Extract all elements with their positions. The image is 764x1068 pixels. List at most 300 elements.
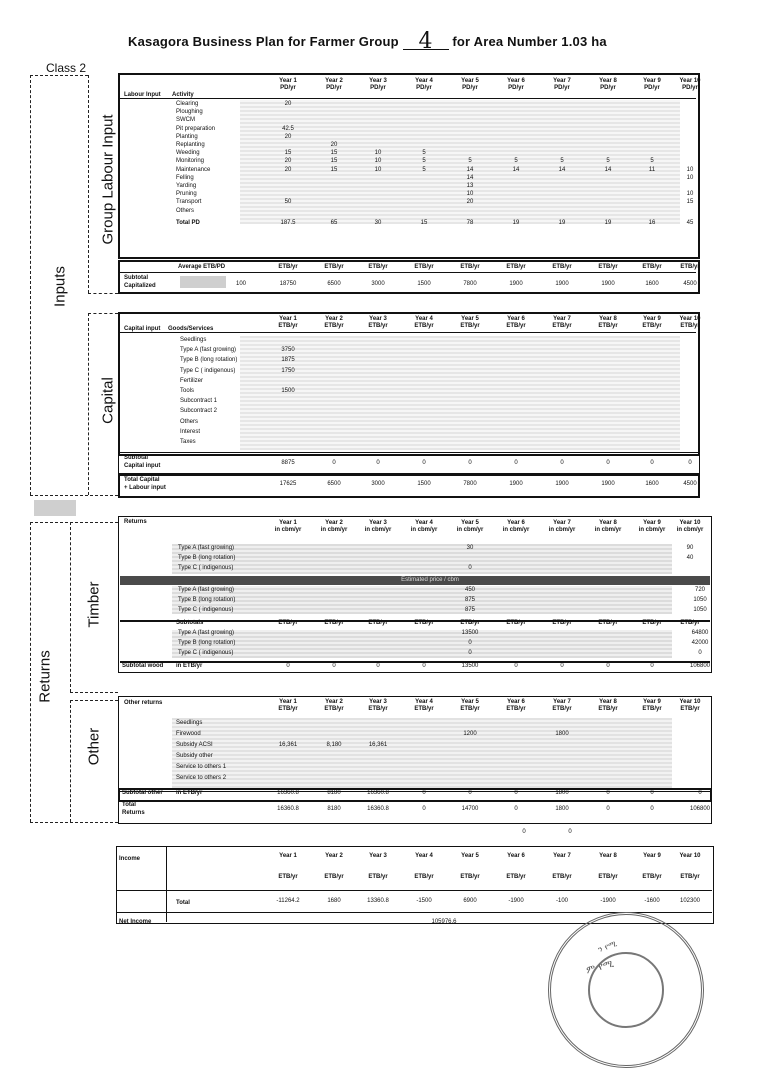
unit-header: in cbm/yr	[638, 527, 666, 533]
unit-header: in cbm/yr	[364, 527, 392, 533]
total-pd-value: 19	[558, 219, 566, 226]
unit-header: ETB/yr	[598, 874, 618, 880]
income-value: 13360.8	[367, 898, 389, 904]
cell-value: 8,180	[326, 742, 342, 748]
income-label: Income	[119, 856, 141, 862]
cell-value: 14	[512, 166, 520, 173]
bracket-line	[30, 522, 118, 523]
redacted-block	[34, 500, 76, 516]
total-returns-value: 0	[606, 806, 610, 812]
timber-type-label: Type C ( indigenous)	[178, 565, 234, 571]
subtotal-wood-value: 13500	[461, 663, 479, 669]
price-value: 1050	[693, 597, 707, 603]
cell-value: 15	[686, 199, 694, 206]
capital-table-frame	[118, 312, 700, 456]
timber-type-label: Type A (fast growing)	[178, 545, 235, 551]
activity-label: Weeding	[176, 150, 200, 157]
year-header: Year 6	[507, 520, 525, 526]
unit-header: in cbm/yr	[410, 527, 438, 533]
timber-label: Timber	[85, 581, 103, 628]
year-header: Year 6	[507, 699, 525, 705]
total-returns-value: 8180	[327, 806, 341, 812]
unit-header: ETB/yr	[414, 323, 434, 329]
unit-header: PD/yr	[370, 85, 386, 91]
activity-label: Transport	[176, 199, 202, 206]
labour-section-label: Labour Input	[124, 92, 161, 98]
income-value: 1680	[327, 898, 341, 904]
unit-header: in cbm/yr	[320, 527, 348, 533]
shaded-area	[172, 544, 672, 574]
etb-unit-header: ETB/yr	[680, 264, 700, 270]
subtotal-value: 3000	[371, 281, 385, 287]
year-header: Year 2	[325, 699, 343, 705]
activity-label: Others	[176, 207, 195, 214]
subtotal-wood-value: 0	[560, 663, 564, 669]
other-label: Service to others 2	[176, 775, 227, 781]
activity-label: Maintenance	[176, 166, 211, 173]
unit-header: ETB/yr	[598, 323, 618, 329]
unit-header: PD/yr	[682, 85, 698, 91]
income-value: 6900	[463, 898, 477, 904]
year-header: Year 7	[553, 520, 571, 526]
year-header: Year 8	[599, 78, 617, 84]
unit-header: PD/yr	[416, 85, 432, 91]
returns-section-label: Returns	[124, 519, 147, 525]
group-number: 4	[403, 35, 449, 50]
activity-label: Planting	[176, 133, 198, 140]
cell-value: 14	[604, 166, 612, 173]
capital-section-label: Capital input	[124, 326, 161, 332]
etb-unit-header: ETB/yr	[506, 264, 526, 270]
cap-total-value: 1600	[645, 481, 659, 487]
total-returns-value: 0	[422, 806, 426, 812]
unit-header: ETB/yr	[642, 323, 662, 329]
income-total-label: Total	[176, 900, 190, 906]
bracket-line	[88, 313, 118, 314]
etb-unit-header: ETB/yr	[552, 620, 572, 626]
year-header: Year 3	[369, 520, 387, 526]
unit-header: ETB/yr	[642, 874, 662, 880]
cell-value: 0	[468, 650, 472, 656]
cell-value: 5	[560, 158, 564, 165]
activity-label: Replanting	[176, 142, 205, 148]
shaded-area	[172, 586, 672, 614]
unit-header: PD/yr	[326, 85, 342, 91]
cell-value: 50	[284, 199, 292, 206]
cell-value: 10	[374, 150, 382, 157]
bracket-line	[88, 75, 89, 293]
unit-header: PD/yr	[644, 85, 660, 91]
subtotal-value: 1900	[601, 281, 615, 287]
etb-unit-header: ETB/yr	[460, 264, 480, 270]
capital-subtotal-frame	[118, 452, 700, 474]
goods-label: Subcontract 2	[180, 408, 218, 415]
cell-value: 14	[466, 174, 474, 181]
subtotal-wood-label: Subtotal wood	[122, 663, 164, 669]
activity-label: Yarding	[176, 183, 197, 189]
other-label: Subsidy other	[176, 753, 213, 759]
total-pd-value: 19	[604, 219, 612, 226]
unit-header: in cbm/yr	[456, 527, 484, 533]
price-value: 720	[694, 587, 706, 593]
year-header: Year 9	[643, 520, 661, 526]
other-label: Service to others 1	[176, 764, 227, 770]
other-label: Subsidy ACSI	[176, 742, 213, 748]
goods-label: Tools	[180, 388, 195, 394]
cell-value: 15	[330, 158, 338, 165]
cell-value: 10	[686, 191, 694, 198]
year-header: Year 7	[553, 316, 571, 322]
etb-unit-header: ETB/yr	[598, 620, 618, 626]
unit-header: ETB/yr	[460, 874, 480, 880]
income-value: 102300	[679, 898, 701, 904]
year-header: Year 8	[599, 520, 617, 526]
other-subtotal-unit: in ETB/yr	[176, 790, 203, 796]
unit-header: ETB/yr	[598, 706, 618, 712]
year-header: Year 2	[325, 853, 343, 859]
income-value: -11264.2	[276, 898, 300, 904]
cap-subtotal-value: 0	[688, 460, 692, 466]
cell-value: 0	[468, 640, 472, 646]
cell-value: 20	[284, 133, 292, 140]
subtotal-wood-value: 0	[286, 663, 290, 669]
cell-value: 3750	[281, 347, 295, 354]
bracket-line	[70, 692, 118, 693]
cell-value: 10	[374, 158, 382, 165]
subtotals-label: Subtotals	[176, 620, 204, 626]
subtotal-wood-value: 0	[376, 663, 380, 669]
unit-header: ETB/yr	[680, 706, 700, 712]
cell-value: 20	[330, 142, 338, 148]
cell-value: 15	[330, 150, 338, 157]
etb-unit-header: ETB/yr	[368, 264, 388, 270]
subtotal-value: 18750	[279, 281, 297, 287]
goods-label: Fertilizer	[180, 377, 204, 384]
cell-value: 1500	[281, 388, 295, 394]
subtotal-value: 1900	[555, 281, 569, 287]
etb-unit-header: ETB/yr	[642, 620, 662, 626]
cap-subtotal-value: 0	[560, 460, 564, 466]
total-returns-value: 0	[514, 806, 518, 812]
activity-label: Felling	[176, 174, 194, 181]
cell-value: 5	[422, 166, 426, 173]
other-subtotal-value: 0	[698, 790, 702, 796]
bracket-line	[70, 700, 118, 701]
capital-label: Capital	[99, 377, 117, 424]
other-subtotal-value: 0	[650, 790, 654, 796]
total-pd-value: 15	[420, 219, 428, 226]
other-subtotal-value: 0	[422, 790, 426, 796]
timber-type-label: Type A (fast growing)	[178, 587, 235, 593]
year-header: Year 1	[279, 316, 297, 322]
price-value: 875	[464, 597, 476, 603]
other-label: Seedlings	[176, 720, 203, 726]
cap-total-value: 1500	[417, 481, 431, 487]
year-header: Year 3	[369, 316, 387, 322]
year-header: Year 3	[369, 78, 387, 84]
cap-total-value: 17625	[279, 481, 297, 487]
income-value: -1900	[508, 898, 524, 904]
cap-subtotal-value: 0	[514, 460, 518, 466]
bracket-line	[88, 313, 89, 495]
avg-etb-header: Average ETB/PD	[178, 264, 226, 270]
income-value: -1500	[416, 898, 432, 904]
unit-header: ETB/yr	[368, 706, 388, 712]
cell-value: 1200	[463, 731, 477, 737]
total-pd-value: 16	[648, 219, 656, 226]
cell-value: 30	[466, 545, 474, 551]
unit-header: ETB/yr	[278, 706, 298, 712]
year-header: Year 10	[679, 520, 701, 526]
year-header: Year 4	[415, 699, 433, 705]
year-header: Year 1	[279, 520, 297, 526]
year-header: Year 6	[507, 78, 525, 84]
cap-total-value: 3000	[371, 481, 385, 487]
year-header: Year 10	[679, 316, 701, 322]
etb-unit-header: ETB/yr	[278, 264, 298, 270]
cell-value: 15	[284, 150, 292, 157]
other-subtotal-value: 0	[606, 790, 610, 796]
other-label: Other	[85, 727, 103, 766]
other-subtotal-value: 16360.8	[277, 790, 299, 796]
etb-unit-header: ETB/yr	[368, 620, 388, 626]
subtotal-wood-unit: in ETB/yr	[176, 663, 203, 669]
activity-label: Pruning	[176, 191, 197, 198]
bracket-line	[30, 522, 31, 822]
goods-label: Interest	[180, 428, 201, 435]
goods-header: Goods/Services	[168, 326, 214, 332]
year-header: Year 4	[415, 78, 433, 84]
goods-label: Subcontract 1	[180, 398, 218, 405]
unit-header: ETB/yr	[414, 874, 434, 880]
etb-unit-header: ETB/yr	[680, 620, 700, 626]
bracket-line	[70, 700, 71, 822]
total-returns-value: 14700	[461, 806, 479, 812]
shaded-area	[172, 630, 672, 658]
extra-zero: 0	[522, 829, 526, 835]
capitalized-label: Capitalized	[124, 283, 156, 289]
unit-header: ETB/yr	[506, 706, 526, 712]
year-header: Year 6	[507, 316, 525, 322]
cell-value: 16,361	[368, 742, 388, 748]
etb-unit-header: ETB/yr	[414, 620, 434, 626]
total-returns-label2: Returns	[122, 810, 145, 816]
cap-subtotal-label: Subtotal	[124, 455, 148, 461]
returns-label: Returns	[36, 650, 54, 703]
avg-value: 100	[235, 281, 246, 287]
total-returns-frame	[118, 800, 712, 824]
unit-header: ETB/yr	[506, 874, 526, 880]
unit-header: ETB/yr	[680, 323, 700, 329]
other-section-label: Other returns	[124, 700, 163, 706]
cell-value: 1800	[555, 731, 569, 737]
total-pd-label: Total PD	[176, 219, 200, 226]
unit-header: ETB/yr	[460, 323, 480, 329]
year-header: Year 2	[325, 78, 343, 84]
cap-subtotal-value: 8875	[281, 460, 295, 466]
unit-header: PD/yr	[280, 85, 296, 91]
cell-value: 20	[284, 158, 292, 165]
year-header: Year 7	[553, 853, 571, 859]
unit-header: ETB/yr	[414, 706, 434, 712]
unit-header: in cbm/yr	[548, 527, 576, 533]
bracket-line	[30, 75, 88, 76]
income-value: -100	[555, 898, 569, 904]
subtotal-wood-value: 0	[606, 663, 610, 669]
inputs-label: Inputs	[51, 266, 69, 307]
cap-total-label: Total Capital	[124, 477, 160, 483]
subtotal-value: 1900	[509, 281, 523, 287]
cap-total-value: 1900	[601, 481, 615, 487]
unit-header: ETB/yr	[368, 323, 388, 329]
unit-header: in cbm/yr	[676, 527, 704, 533]
subtotal-label: Subtotal	[124, 275, 148, 281]
cell-value: 5	[514, 158, 518, 165]
year-header: Year 8	[599, 316, 617, 322]
cell-value: 42.5	[282, 125, 294, 132]
other-label: Firewood	[176, 731, 201, 737]
cell-value: 5	[468, 158, 472, 165]
price-value: 875	[464, 607, 476, 613]
group-labour-label: Group Labour Input	[99, 114, 117, 245]
cell-value: 5	[422, 158, 426, 165]
cap-total-value: 4500	[683, 481, 697, 487]
total-returns-label: Total	[122, 802, 136, 808]
bracket-line	[30, 495, 118, 496]
unit-header: ETB/yr	[324, 706, 344, 712]
title-suffix: for Area Number 1.03 ha	[452, 34, 607, 49]
year-header: Year 10	[679, 853, 701, 859]
other-subtotal-value: 0	[514, 790, 518, 796]
unit-header: ETB/yr	[552, 706, 572, 712]
price-value: 450	[464, 587, 476, 593]
etb-unit-header: ETB/yr	[506, 620, 526, 626]
other-subtotal-value: 16360.8	[367, 790, 389, 796]
cell-value: 13	[466, 183, 474, 189]
bracket-line	[88, 293, 118, 294]
cell-value: 90	[686, 545, 694, 551]
subtotal-value: 1600	[645, 281, 659, 287]
unit-header: ETB/yr	[642, 706, 662, 712]
bracket-line	[30, 75, 31, 495]
stamp-text: ም የሚ	[585, 958, 616, 977]
year-header: Year 8	[599, 699, 617, 705]
cap-subtotal-value: 0	[468, 460, 472, 466]
unit-header: ETB/yr	[278, 323, 298, 329]
other-subtotal-value: 8180	[327, 790, 341, 796]
subtotal-value: 7800	[463, 281, 477, 287]
timber-type-label: Type A (fast growing)	[178, 630, 235, 636]
subtotal-wood-value: 0	[514, 663, 518, 669]
etb-unit-header: ETB/yr	[460, 620, 480, 626]
subtotal-value: 6500	[327, 281, 341, 287]
total-returns-value: 16360.8	[277, 806, 299, 812]
bracket-line	[70, 522, 71, 692]
cap-subtotal-value: 0	[650, 460, 654, 466]
year-header: Year 5	[461, 853, 479, 859]
cap-subtotal-value: 0	[606, 460, 610, 466]
etb-unit-header: ETB/yr	[598, 264, 618, 270]
year-header: Year 1	[279, 78, 297, 84]
cell-value: 5	[422, 150, 426, 157]
activity-label: SWCM	[176, 117, 195, 124]
year-header: Year 10	[679, 78, 701, 84]
unit-header: PD/yr	[600, 85, 616, 91]
total-returns-value: 0	[650, 806, 654, 812]
unit-header: ETB/yr	[552, 874, 572, 880]
cell-value: 10	[686, 174, 694, 181]
cell-value: 0	[698, 650, 702, 656]
cell-value: 64800	[691, 630, 709, 636]
cap-subtotal-value: 0	[376, 460, 380, 466]
income-value: -1900	[600, 898, 616, 904]
total-pd-value: 187.5	[280, 219, 296, 226]
etb-unit-header: ETB/yr	[324, 620, 344, 626]
year-header: Year 3	[369, 853, 387, 859]
goods-label: Type A (fast growing)	[180, 347, 237, 354]
unit-header: in cbm/yr	[274, 527, 302, 533]
unit-header: ETB/yr	[506, 323, 526, 329]
year-header: Year 5	[461, 316, 479, 322]
activity-label: Monitoring	[176, 158, 205, 165]
rule	[120, 272, 696, 273]
goods-label: Type C ( indigenous)	[180, 367, 236, 374]
total-pd-value: 65	[330, 219, 338, 226]
cell-value: 1750	[281, 367, 295, 374]
etb-unit-header: ETB/yr	[278, 620, 298, 626]
cap-subtotal-value: 0	[422, 460, 426, 466]
cell-value: 40	[686, 555, 694, 561]
cell-value: 42000	[691, 640, 709, 646]
goods-label: Type B (long rotation)	[180, 357, 238, 364]
cap-subtotal-label2: Capital input	[124, 463, 161, 469]
unit-header: in cbm/yr	[502, 527, 530, 533]
year-header: Year 9	[643, 853, 661, 859]
year-header: Year 9	[643, 316, 661, 322]
year-header: Year 4	[415, 316, 433, 322]
year-header: Year 2	[325, 316, 343, 322]
unit-header: ETB/yr	[368, 874, 388, 880]
etb-unit-header: ETB/yr	[552, 264, 572, 270]
year-header: Year 5	[461, 520, 479, 526]
unit-header: ETB/yr	[324, 874, 344, 880]
activity-label: Pit preparation	[176, 125, 216, 132]
subtotal-wood-value: 0	[650, 663, 654, 669]
other-subtotal-value: 0	[468, 790, 472, 796]
other-subtotal-label: Subtotal other	[122, 790, 163, 796]
cell-value: 16,361	[278, 742, 298, 748]
rule	[120, 98, 696, 99]
subtotal-wood-value: 106800	[689, 663, 711, 669]
goods-label: Others	[180, 418, 199, 425]
unit-header: ETB/yr	[278, 874, 298, 880]
year-header: Year 3	[369, 699, 387, 705]
year-header: Year 9	[643, 78, 661, 84]
year-header: Year 10	[679, 699, 701, 705]
total-returns-value: 106800	[689, 806, 711, 812]
cap-total-value: 1900	[509, 481, 523, 487]
bracket-line	[30, 822, 118, 823]
rule	[166, 846, 167, 922]
cell-value: 5	[606, 158, 610, 165]
page-title	[128, 29, 607, 54]
etb-unit-header: ETB/yr	[324, 264, 344, 270]
cell-value: 10	[374, 166, 382, 173]
timber-type-label: Type B (long rotation)	[178, 555, 236, 561]
year-header: Year 4	[415, 853, 433, 859]
redacted-cell	[180, 276, 226, 288]
extra-zero: 0	[568, 829, 572, 835]
